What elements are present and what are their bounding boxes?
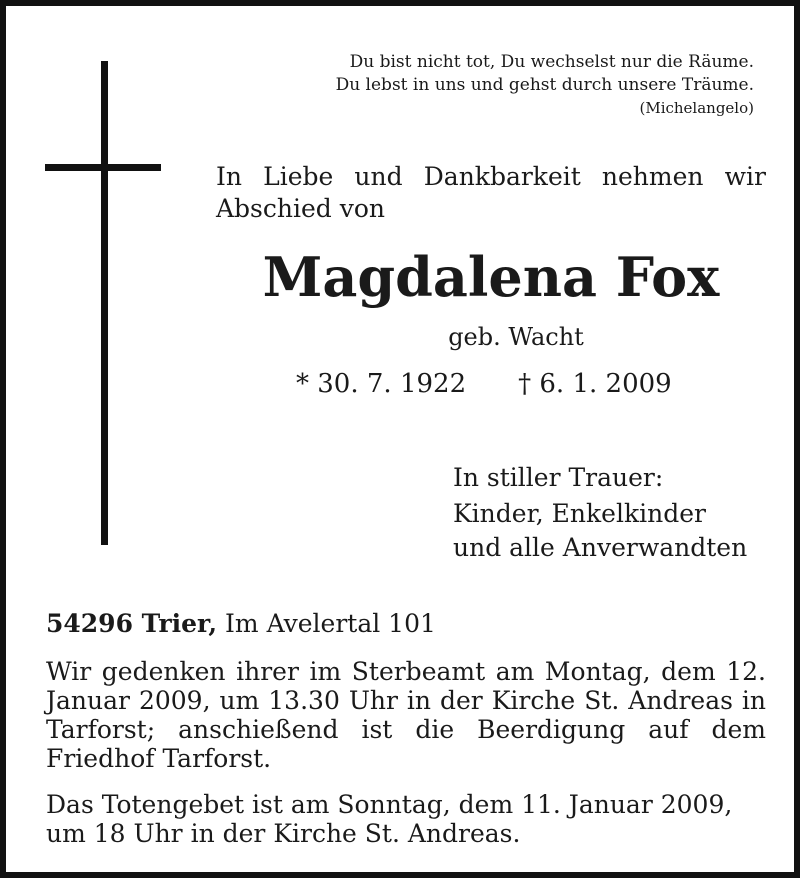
- mourners-line: Kinder, Enkelkinder: [453, 499, 706, 528]
- address-street: Im Avelertal 101: [225, 609, 436, 638]
- cross-icon: [101, 61, 108, 545]
- intro-text: In Liebe und Dankbarkeit nehmen wir Abschied von: [216, 162, 766, 223]
- mourners-label: In stiller Trauer:: [453, 463, 664, 492]
- mourners-block: [453, 461, 747, 565]
- born-name: geb. Wacht: [448, 323, 584, 351]
- service-text: Wir gedenken ihrer im Sterbeamt am Montag, dem 12. Januar 2009, um 13.30 Uhr in der Kirche St. Andreas in Tarforst; anschießend ist die Beerdigung auf dem Friedhof Tarforst.: [46, 657, 766, 773]
- quote-line: Du lebst in uns und gehst durch unsere Träume.: [335, 75, 754, 95]
- cross-icon-bar: [45, 164, 161, 171]
- address: [46, 608, 436, 640]
- death-date: † 6. 1. 2009: [518, 369, 672, 399]
- prayer-text: Das Totengebet ist am Sonntag, dem 11. Januar 2009, um 18 Uhr in der Kirche St. Andreas.: [46, 790, 733, 848]
- deceased-name: Magdalena Fox: [262, 245, 720, 309]
- birth-date: * 30. 7. 1922: [296, 369, 467, 399]
- address-city: 54296 Trier,: [46, 609, 218, 638]
- quote-line: Du bist nicht tot, Du wechselst nur die Räume.: [349, 52, 754, 72]
- mourners-line: und alle Anverwandten: [453, 533, 748, 562]
- quote-author: (Michelangelo): [639, 99, 754, 117]
- quote-block: [194, 51, 754, 120]
- life-dates: [296, 368, 672, 400]
